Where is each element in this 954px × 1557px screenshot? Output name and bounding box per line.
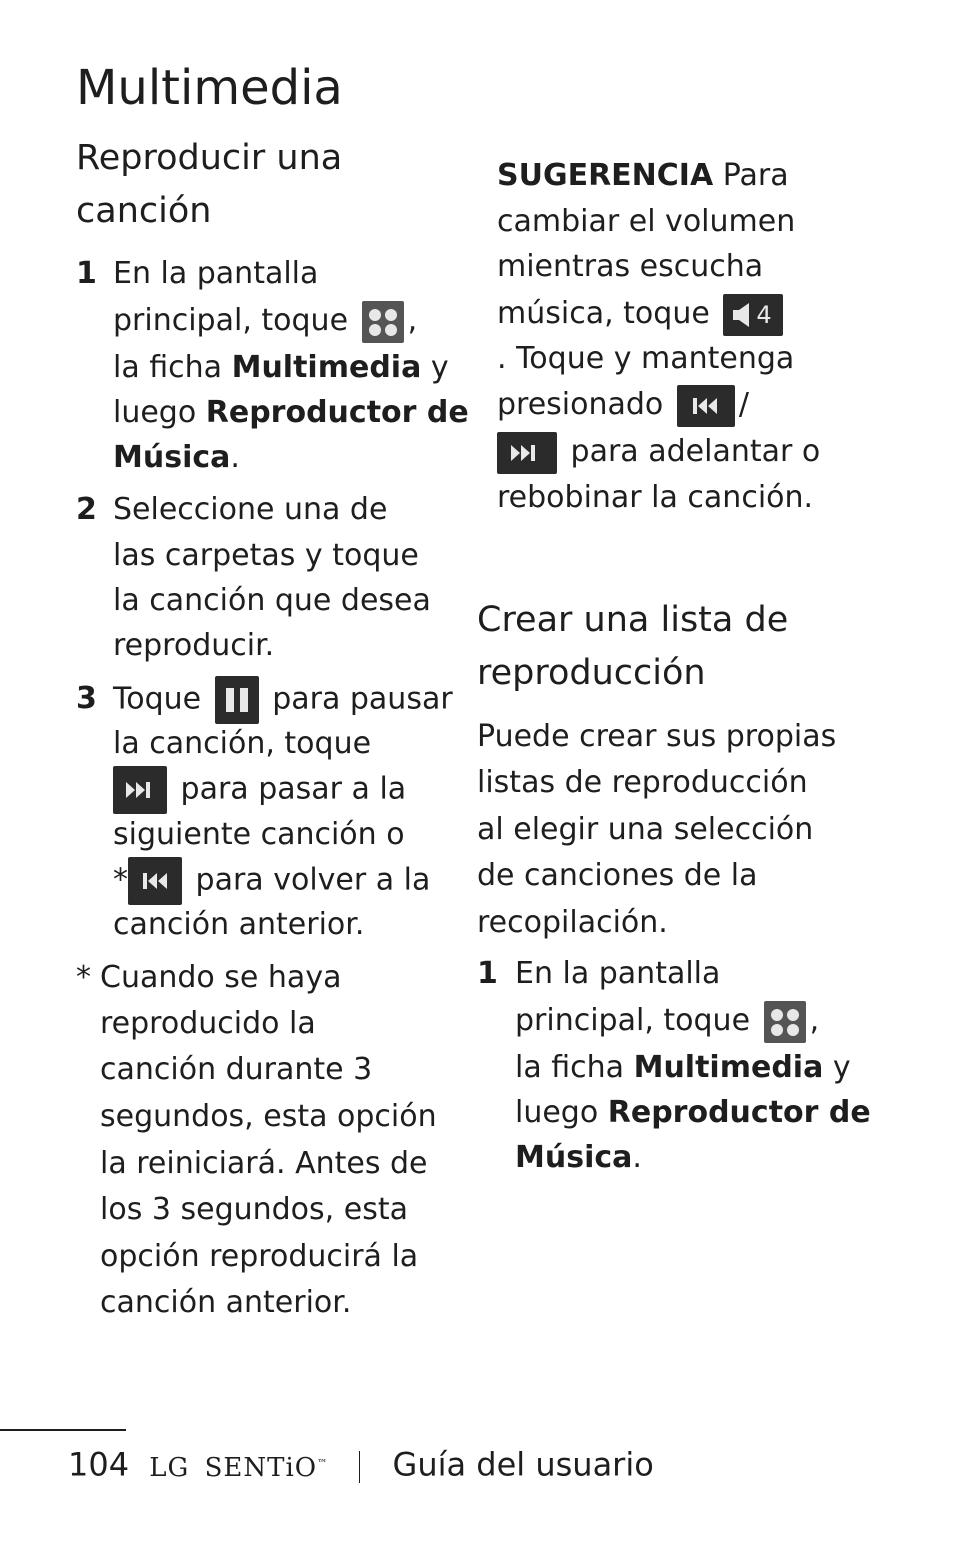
step-text: Toque para pausar <box>113 676 453 724</box>
step-text: siguiente canción o <box>113 817 405 852</box>
step-text: luego Reproductor de <box>515 1095 871 1130</box>
apps-grid-icon <box>764 1001 806 1043</box>
tip-text: para adelantar o <box>497 429 820 475</box>
volume-level: 4 <box>756 300 772 329</box>
page-title: Multimedia <box>76 60 343 116</box>
next-track-icon <box>113 766 167 814</box>
apps-grid-icon <box>362 301 404 343</box>
next-track-icon <box>497 432 557 474</box>
step-number: 1 <box>76 256 97 291</box>
tip-text: rebobinar la canción. <box>497 480 814 515</box>
step-text: principal, toque , <box>515 998 819 1044</box>
paragraph-line: Puede crear sus propias <box>477 719 837 754</box>
step-text: En la pantalla <box>113 256 319 291</box>
tip-text: SUGERENCIA Para <box>497 158 789 193</box>
step-text: la ficha Multimedia y <box>515 1050 851 1085</box>
step-text: reproducir. <box>113 628 275 663</box>
step-text: En la pantalla <box>515 956 721 991</box>
note-line: los 3 segundos, esta <box>100 1192 408 1227</box>
note-line: opción reproducirá la <box>100 1239 419 1274</box>
paragraph-line: recopilación. <box>477 905 668 940</box>
note-line: reproducido la <box>100 1006 316 1041</box>
pause-icon <box>215 676 259 724</box>
paragraph-line: al elegir una selección <box>477 812 814 847</box>
section-heading-play: Reproducir una <box>76 138 343 178</box>
step-number: 2 <box>76 492 97 527</box>
step-text: luego Reproductor de <box>113 395 469 430</box>
volume-icon <box>723 294 783 336</box>
step-text: Música. <box>515 1140 642 1175</box>
section-heading-play-line2: canción <box>76 191 212 231</box>
note-line: canción durante 3 <box>100 1052 373 1087</box>
step-text: Música. <box>113 440 240 475</box>
tip-text: . Toque y mantenga <box>497 341 795 376</box>
step-number: 1 <box>477 956 498 991</box>
tip-text: presionado / <box>497 382 749 428</box>
step-text: canción anterior. <box>113 907 365 942</box>
footnote-marker: * <box>76 960 91 995</box>
step-text: la canción que desea <box>113 583 431 618</box>
step-text: * para volver a la <box>113 857 430 905</box>
step-text: principal, toque , <box>113 298 417 344</box>
footer-rule <box>0 1429 126 1431</box>
footer-separator <box>359 1451 360 1483</box>
guide-title: Guía del usuario <box>392 1445 654 1484</box>
step-text: para pasar a la <box>113 766 406 814</box>
previous-track-icon <box>128 857 182 905</box>
tip-text: música, toque 4 <box>497 291 787 337</box>
footer <box>68 1444 654 1488</box>
note-line: Cuando se haya <box>100 960 342 995</box>
note-line: segundos, esta opción <box>100 1099 437 1134</box>
step-text: la ficha Multimedia y <box>113 350 449 385</box>
tip-label: SUGERENCIA <box>497 158 714 193</box>
section-heading-playlist: Crear una lista de <box>477 600 789 640</box>
paragraph-line: de canciones de la <box>477 858 758 893</box>
tip-text: mientras escucha <box>497 249 764 284</box>
paragraph-line: listas de reproducción <box>477 765 808 800</box>
note-line: la reiniciará. Antes de <box>100 1146 428 1181</box>
step-number: 3 <box>76 681 97 716</box>
step-text: Seleccione una de <box>113 492 388 527</box>
note-line: canción anterior. <box>100 1285 352 1320</box>
step-text: la canción, toque <box>113 726 372 761</box>
page-number: 104 <box>68 1445 130 1484</box>
brand-logo: LG SENTiO™ <box>149 1452 329 1483</box>
section-heading-playlist-line2: reproducción <box>477 653 706 693</box>
previous-track-icon <box>677 385 735 427</box>
tip-text: cambiar el volumen <box>497 204 796 239</box>
step-text: las carpetas y toque <box>113 538 419 573</box>
